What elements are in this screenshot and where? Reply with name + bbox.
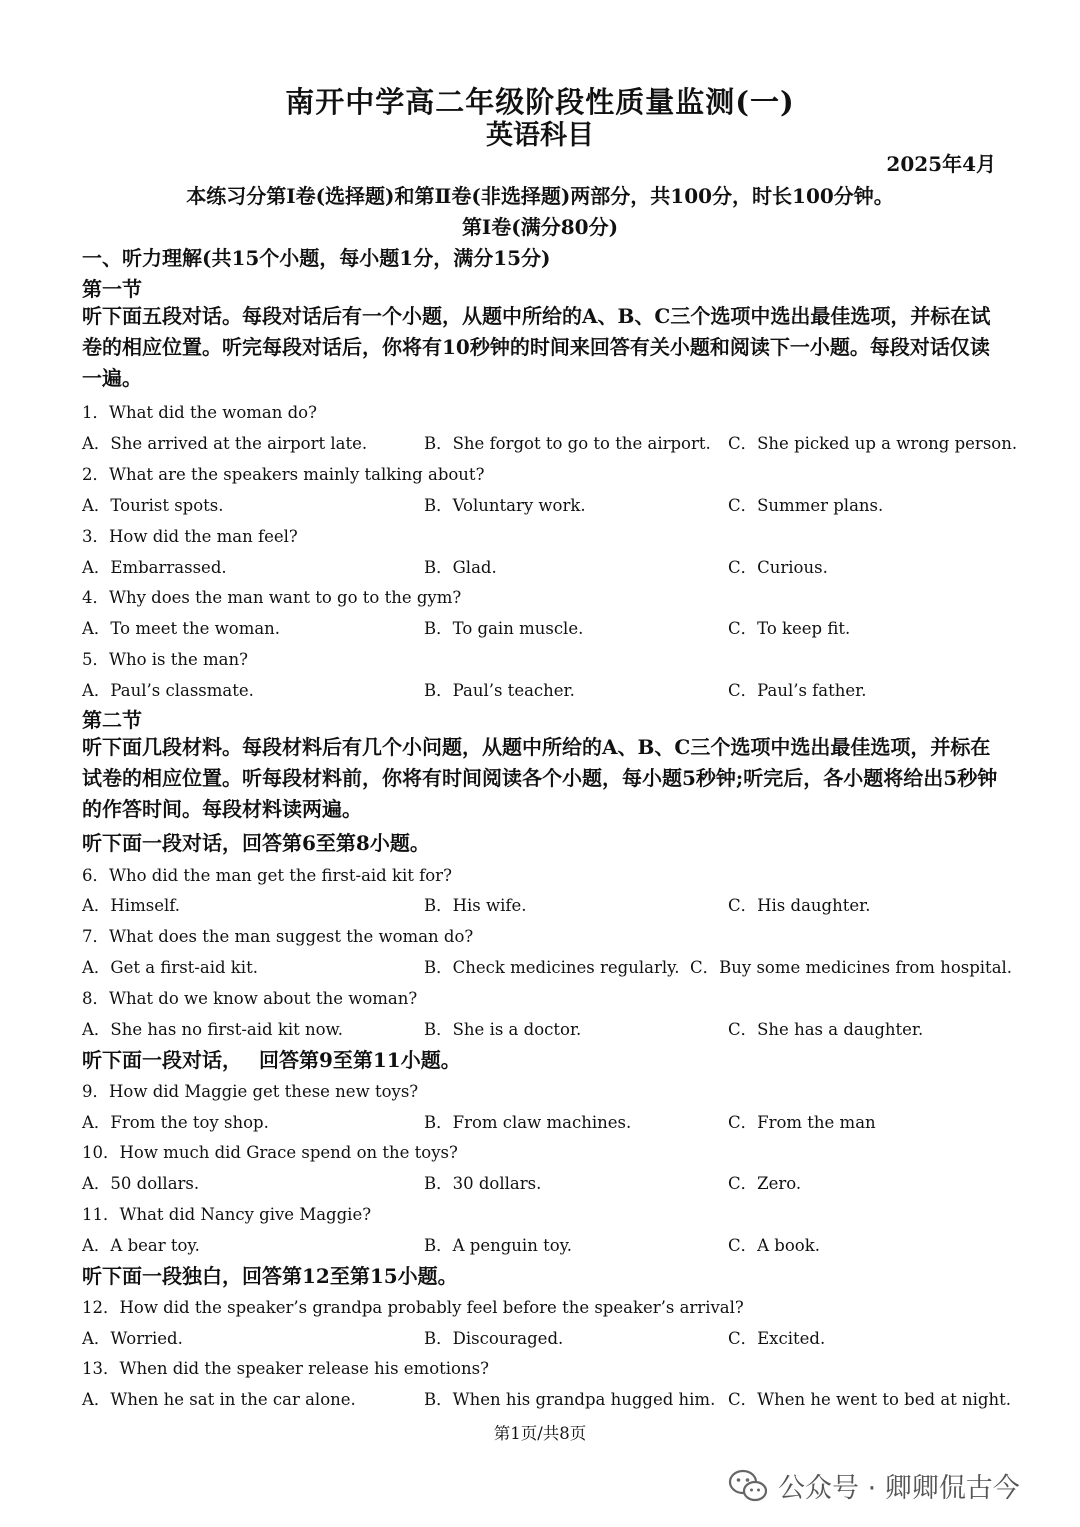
question-2-option-a: A．Tourist spots. [82, 496, 224, 515]
question-7: 7．What does the man suggest the woman do? [82, 927, 474, 946]
volume-heading: 第Ⅰ卷(满分80分) [461, 215, 619, 239]
question-12-option-b: B．Discouraged. [424, 1329, 564, 1348]
question-12: 12．How did the speaker’s grandpa probably feel before the speaker’s arrival? [82, 1298, 744, 1317]
question-4-option-b: B．To gain muscle. [424, 619, 584, 638]
question-8-option-a: A．She has no first-aid kit now. [82, 1020, 343, 1039]
section2-title: 第二节 [82, 708, 142, 732]
question-6-option-c: C．His daughter. [728, 896, 871, 915]
question-13: 13．When did the speaker release his emotions? [82, 1359, 489, 1378]
question-13-option-b: B．When his grandpa hugged him. [424, 1390, 716, 1409]
question-13-option-c: C．When he went to bed at night. [728, 1390, 1011, 1409]
question-8-option-b: B．She is a doctor. [424, 1020, 582, 1039]
question-4: 4．Why does the man want to go to the gym? [82, 588, 462, 607]
question-10: 10．How much did Grace spend on the toys? [82, 1143, 458, 1162]
question-5-option-a: A．Paul’s classmate. [82, 681, 254, 700]
question-3-option-b: B．Glad. [424, 558, 497, 577]
question-8: 8．What do we know about the woman? [82, 989, 418, 1008]
wechat-icon [728, 1469, 768, 1503]
exam-subject: 英语科目 [486, 120, 594, 151]
question-7-option-a: A．Get a first-aid kit. [82, 958, 258, 977]
question-11-option-a: A．A bear toy. [82, 1236, 200, 1255]
question-12-option-c: C．Excited. [728, 1329, 826, 1348]
question-9-option-b: B．From claw machines. [424, 1113, 632, 1132]
question-2-option-c: C．Summer plans. [728, 496, 884, 515]
group-heading-9-11: 听下面一段对话， 回答第9至第11小题。 [82, 1048, 461, 1072]
question-10-option-b: B．30 dollars. [424, 1174, 542, 1193]
question-5-option-b: B．Paul’s teacher. [424, 681, 575, 700]
question-10-option-c: C．Zero. [728, 1174, 802, 1193]
exam-title: 南开中学高二年级阶段性质量监测(一) [285, 85, 795, 119]
question-7-option-b: B．Check medicines regularly. [424, 958, 680, 977]
question-4-option-c: C．To keep fit. [728, 619, 851, 638]
watermark [728, 1466, 1020, 1505]
exam-intro: 本练习分第Ⅰ卷(选择题)和第Ⅱ卷(非选择题)两部分，共100分，时长100分钟。 [186, 184, 894, 208]
exam-date: 2025年4月 [886, 152, 996, 176]
question-6-option-b: B．His wife. [424, 896, 527, 915]
section1-title: 第一节 [82, 277, 142, 301]
question-5: 5．Who is the man? [82, 650, 248, 669]
section2-instructions: 听下面几段材料。每段材料后有几个小问题，从题中所给的A、B、C三个选项中选出最佳选项，并标在试卷的相应位置。听每段材料前，你将有时间阅读各个小题，每小题5秒钟;听完后，各小题将给出5秒钟的作答时间。每段材料读两遍。 [82, 735, 998, 821]
question-3: 3．How did the man feel? [82, 527, 298, 546]
question-1-option-c: C．She picked up a wrong person. [728, 434, 1018, 453]
question-8-option-c: C．She has a daughter. [728, 1020, 924, 1039]
question-3-option-a: A．Embarrassed. [82, 558, 227, 577]
watermark-text: 公众号 · 卿卿侃古今 [778, 1473, 1020, 1504]
part1-heading: 一、听力理解(共15个小题，每小题1分，满分15分) [82, 246, 551, 270]
question-5-option-c: C．Paul’s father. [728, 681, 867, 700]
question-11-option-c: C．A book. [728, 1236, 820, 1255]
question-9: 9．How did Maggie get these new toys? [82, 1082, 419, 1101]
question-1-option-b: B．She forgot to go to the airport. [424, 434, 711, 453]
question-13-option-a: A．When he sat in the car alone. [82, 1390, 356, 1409]
group-heading-12-15: 听下面一段独白，回答第12至第15小题。 [82, 1264, 458, 1288]
question-4-option-a: A．To meet the woman. [82, 619, 281, 638]
question-9-option-a: A．From the toy shop. [82, 1113, 269, 1132]
question-6-option-a: A．Himself. [82, 896, 181, 915]
question-6: 6．Who did the man get the first-aid kit for? [82, 866, 452, 885]
question-11: 11．What did Nancy give Maggie? [82, 1205, 372, 1224]
page-number: 第1页/共8页 [493, 1424, 587, 1443]
question-9-option-c: C．From the man [728, 1113, 876, 1132]
question-12-option-a: A．Worried. [82, 1329, 183, 1348]
question-11-option-b: B．A penguin toy. [424, 1236, 573, 1255]
question-10-option-a: A．50 dollars. [82, 1174, 200, 1193]
question-2: 2．What are the speakers mainly talking about? [82, 465, 485, 484]
question-3-option-c: C．Curious. [728, 558, 828, 577]
question-1: 1．What did the woman do? [82, 403, 317, 422]
group-heading-6-8: 听下面一段对话，回答第6至第8小题。 [82, 831, 430, 855]
question-1-option-a: A．She arrived at the airport late. [82, 434, 368, 453]
section1-instructions: 听下面五段对话。每段对话后有一个小题，从题中所给的A、B、C三个选项中选出最佳选项，并标在试卷的相应位置。听完每段对话后，你将有10秒钟的时间来回答有关小题和阅读下一小题。每段对话仅读一遍。 [82, 304, 991, 390]
question-7-option-c: C．Buy some medicines from hospital. [690, 958, 1013, 977]
question-2-option-b: B．Voluntary work. [424, 496, 586, 515]
